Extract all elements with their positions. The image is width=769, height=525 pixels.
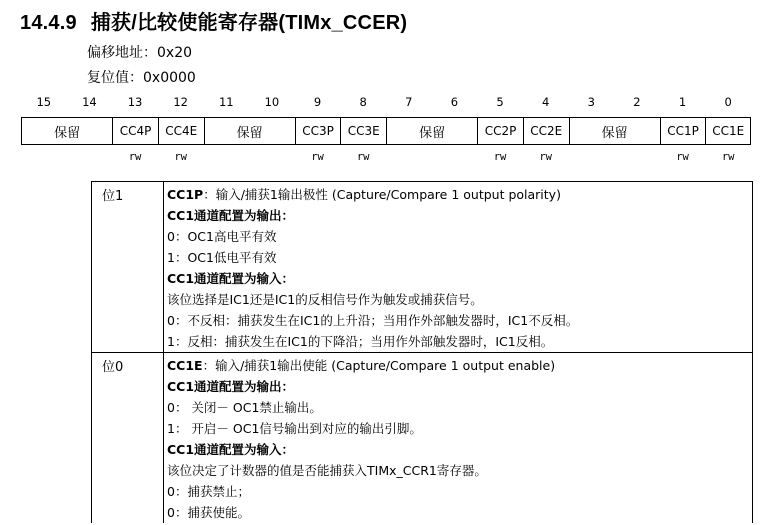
bit-description-table [91, 181, 753, 523]
field-cc4p: CC4P [112, 118, 158, 144]
description-line: 0：不反相：捕获发生在IC1的上升沿；当用作外部触发器时，IC1不反相。 [167, 313, 579, 328]
description-line: 1： 开启－ OC1信号输出到对应的输出引脚。 [167, 421, 422, 436]
description-line: 0：OC1高电平有效 [167, 229, 277, 244]
description-row [92, 182, 753, 353]
config-heading: CC1通道配置为输出： [167, 208, 295, 223]
bit-number: 3 [587, 95, 595, 109]
description-line: 1：OC1低电平有效 [167, 250, 277, 265]
access-cc4p: rw [128, 151, 142, 163]
description-line: 0： 关闭－ OC1禁止输出。 [167, 400, 322, 415]
offset-address: 偏移地址：0x20 [87, 45, 193, 61]
config-heading: CC1通道配置为输入： [167, 442, 295, 457]
access-cc1p: rw [676, 151, 689, 163]
bit-number: 1 [678, 95, 687, 109]
bit-number: 11 [218, 95, 234, 109]
bit-number-row [21, 95, 751, 111]
field-name: CC1E [167, 358, 203, 373]
bit-position: 位0 [92, 353, 164, 524]
section-number: 14.4.9 [20, 12, 77, 34]
field-cc1e: CC1E [705, 118, 751, 144]
reserved-field: 保留 [386, 118, 477, 144]
field-summary [167, 355, 752, 376]
bit-number: 9 [313, 95, 322, 109]
bit-number: 6 [450, 95, 459, 109]
access-cc2e: rw [539, 151, 553, 163]
access-type-row [21, 151, 751, 165]
description-row [92, 353, 753, 524]
field-cc3e: CC3E [340, 118, 386, 144]
field-summary-text: ：输入/捕获1输出使能 (Capture/Compare 1 output enable) [202, 358, 556, 373]
field-summary [167, 184, 752, 205]
field-name: CC1P [167, 187, 204, 202]
field-cc1p: CC1P [660, 118, 706, 144]
bit-number: 4 [542, 95, 550, 109]
bit-number: 12 [173, 95, 188, 109]
field-cc2e: CC2E [523, 118, 569, 144]
description-line: 0：捕获禁止； [167, 484, 250, 499]
access-cc4e: rw [174, 151, 188, 163]
access-cc1e: rw [721, 151, 735, 163]
field-cc4e: CC4E [158, 118, 204, 144]
config-heading: CC1通道配置为输出： [167, 379, 295, 394]
description-line: 0：捕获使能。 [167, 505, 250, 520]
bit-number: 14 [82, 95, 97, 109]
description-line: 该位选择是IC1还是IC1的反相信号作为触发或捕获信号。 [167, 292, 483, 307]
field-cc2p: CC2P [477, 118, 523, 144]
bit-number: 13 [127, 95, 143, 109]
bit-number: 0 [724, 95, 732, 109]
section-heading [20, 6, 407, 35]
register-bit-map [21, 117, 751, 145]
access-cc3p: rw [311, 151, 324, 163]
description-line: 1：反相：捕获发生在IC1的下降沿；当用作外部触发器时，IC1反相。 [167, 334, 554, 349]
register-title: 捕获/比较使能寄存器(TIMx_CCER) [90, 12, 408, 34]
bit-number: 2 [633, 95, 641, 109]
reset-value: 复位值：0x0000 [87, 70, 196, 86]
bit-number: 5 [496, 95, 504, 109]
access-cc2p: rw [493, 151, 507, 163]
bit-number: 15 [36, 95, 52, 109]
field-cc3p: CC3P [295, 118, 341, 144]
bit-number: 7 [405, 95, 413, 109]
bit-description [164, 353, 753, 524]
config-heading: CC1通道配置为输入： [167, 271, 295, 286]
bit-number: 10 [264, 95, 280, 109]
reserved-field: 保留 [21, 118, 112, 144]
field-summary-text: ：输入/捕获1输出极性 (Capture/Compare 1 output polarity) [203, 187, 561, 202]
bit-number: 8 [359, 95, 367, 109]
reserved-field: 保留 [204, 118, 295, 144]
access-cc3e: rw [356, 151, 370, 163]
bit-description [164, 182, 753, 353]
description-line: 该位决定了计数器的值是否能捕获入TIMx_CCR1寄存器。 [167, 463, 487, 478]
reserved-field: 保留 [569, 118, 660, 144]
bit-position: 位1 [92, 182, 164, 353]
